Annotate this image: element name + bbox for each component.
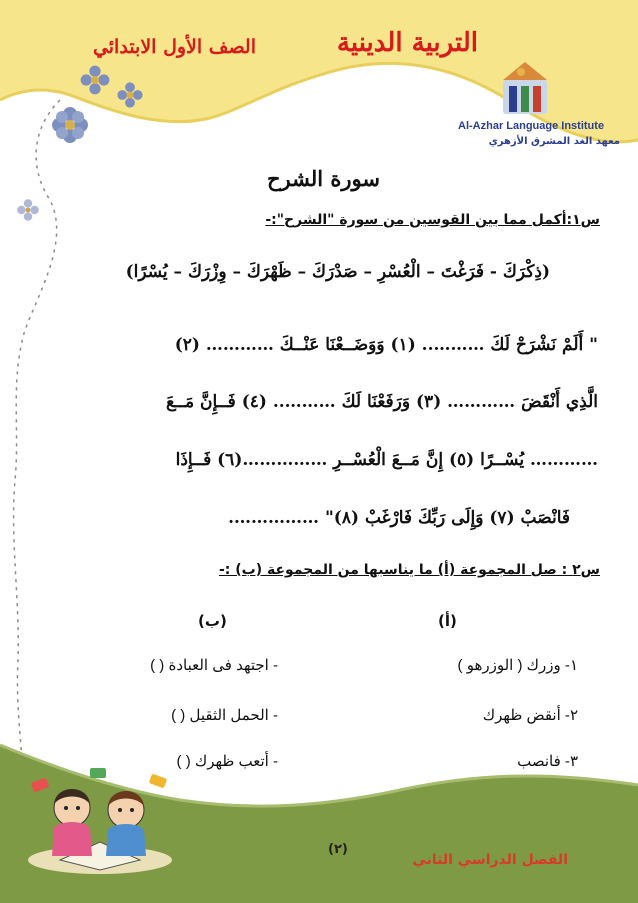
flower-icon [17,199,39,221]
group-a-label: (أ) [438,612,457,630]
group-b-item-2: - الحمل الثقيل ( ) [171,707,278,724]
logo-name-en: Al-Azhar Language Institute [458,120,605,132]
group-a-item-1: ١- وزرك ( الوزرهو ) [457,657,578,674]
group-b-item-3: - أتعب ظهرك ( ) [176,753,278,770]
page-title: سورة الشرح [266,166,380,191]
group-b-item-1: - اجتهد فى العبادة ( ) [150,657,278,674]
verse-line-4: فَانْصَبْ (٧) وَإِلَى رَبِّكَ فَارْغَبْ (٨)" ……………. [228,508,570,528]
group-a-item-2: ٢- أنقض ظهرك [482,707,578,724]
word-bank: (ذِكْرَكَ - فَرَغْتَ – الْعُسْرِ – صَدْرَكَ – ظَهْرَكَ – وِزْرَكَ – يُسْرًا) [125,262,550,282]
question-1-prompt: س١:أكمل مما بين القوسين من سورة "الشرح":- [265,212,600,228]
group-a-item-3: ٣- فانصب [517,753,578,770]
flower-icon [52,107,88,143]
verse-line-2: الَّذِي أَنْقَضَ ………… (٣) وَرَفَعْنَا لَكَ ……….. (٤) فَــإِنَّ مَــعَ [165,392,598,412]
dashed-curve [14,100,60,760]
page-number: (٢) [328,842,348,857]
verse-line-1: " أَلَمْ نَشْرَحْ لَكَ ……….. (١) وَوَضَــعْنَا عَنْــكَ ………… (٢) [174,335,598,355]
grade-title: الصف الأول الابتدائي [92,36,256,58]
logo-name-ar: معهد الغد المشرق الأزهري [488,136,620,147]
question-2-prompt: س٢ : صل المجموعة (أ) ما يناسبها من المجموعة (ب) :- [218,562,600,578]
verse-line-3: ………… يُسْــرًا (٥) إِنَّ مَــعَ الْعُسْــرِ ……………(٦) فَــإِذَا [175,450,598,470]
group-b-label: (ب) [198,612,227,630]
subject-title: التربية الدينية [336,28,478,58]
term-label: الفصل الدراسي الثاني [412,852,568,868]
